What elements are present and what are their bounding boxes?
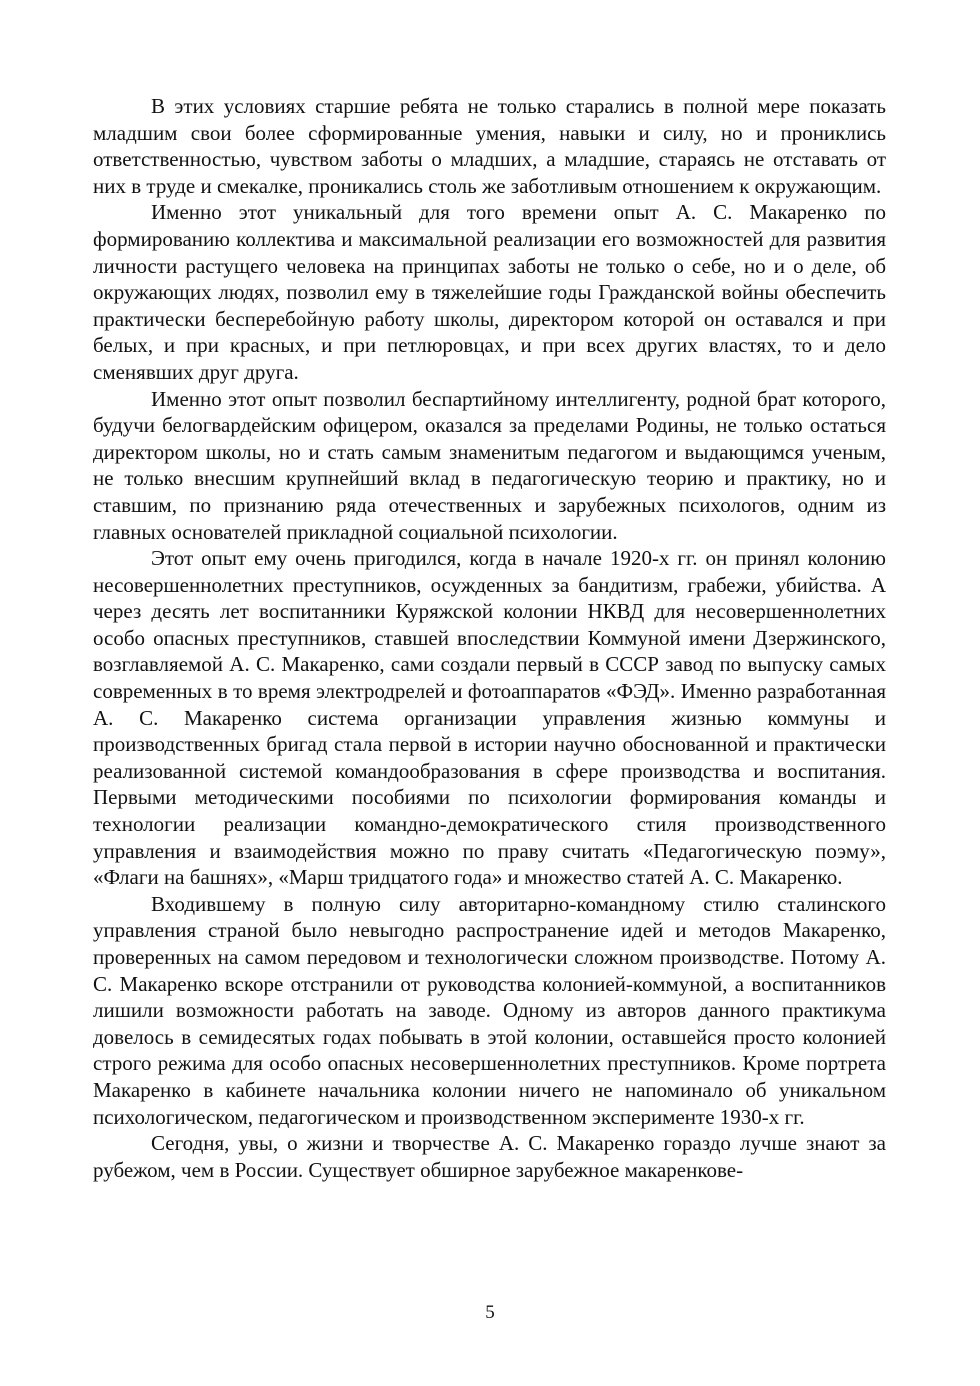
paragraph-4: Этот опыт ему очень пригодился, когда в начале 1920-х гг. он принял колонию несовершеннолетних преступников, осужденных за бандитизм, грабежи, убийства. А через десять лет воспитанники Куряжской колонии НКВД для несовершеннолетних особо опасных преступников, ставшей впоследствии Коммуной имени Дзержинского, возглавляемой А. С. Макаренко, сами создали первый в СССР завод по выпуску самых современных в то время электродрелей и фотоаппаратов «ФЭД». Именно разработанная А. С. Макаренко система организации управления жизнью коммуны и производственных бригад стала первой в истории научно обоснованной и практически реализованной системой командообразования в сфере производства и воспитания. Первыми методическими пособиями по психологии формирования команды и технологии реализации командно-демократического стиля производственного управления и взаимодействия можно по праву считать «Педагогическую поэму», «Флаги на башнях», «Марш тридцатого года» и множество статей А. С. Макаренко. [93, 546, 886, 890]
paragraph-3: Именно этот опыт позволил беспартийному интеллигенту, родной брат которого, будучи белогвардейским офицером, оказался за пределами Родины, не только остаться директором школы, но и стать самым знаменитым педагогом и выдающимся ученым, не только внесшим крупнейший вклад в педагогическую теорию и практику, но и ставшим, по признанию ряда отечественных и зарубежных психологов, одним из главных основателей прикладной социальной психологии. [93, 386, 886, 544]
body-text [93, 93, 886, 1183]
paragraph-6: Сегодня, увы, о жизни и творчестве А. С. Макаренко гораздо лучше знают за рубежом, чем в России. Существует обширное зарубежное макаренкове- [93, 1131, 886, 1182]
page-number: 5 [485, 1302, 495, 1323]
paragraph-5: Входившему в полную силу авторитарно-командному стилю сталинского управления страной было невыгодно распространение идей и методов Макаренко, проверенных на самом передовом и технологически сложном производстве. Потому А. С. Макаренко вскоре отстранили от руководства колонией-коммуной, а воспитанников лишили возможности работать на заводе. Одному из авторов данного практикума довелось в семидесятых годах побывать в этой колонии, оставшейся просто колонией строго режима для особо опасных несовершеннолетних преступников. Кроме портрета Макаренко в кабинете начальника колонии ничего не напоминало об уникальном психологическом, педагогическом и производственном эксперименте 1930-х гг. [93, 891, 886, 1129]
paragraph-2: Именно этот уникальный для того времени опыт А. С. Макаренко по формированию коллектива и максимальной реализации его возможностей для развития личности растущего человека на принципах заботы не только о себе, но и о деле, об окружающих людях, позволил ему в тяжелейшие годы Гражданской войны обеспечить практически бесперебойную работу школы, директором которой он оставался и при белых, и при красных, и при петлюровцах, и при всех других властях, то и дело сменявших друг друга. [93, 200, 886, 384]
paragraph-1: В этих условиях старшие ребята не только старались в полной мере показать младшим свои более сформированные умения, навыки и силу, но и прониклись ответственностью, чувством заботы о младших, а младшие, стараясь не отставать от них в труде и смекалке, проникались столь же заботливым отношением к окружающим. [93, 94, 886, 198]
